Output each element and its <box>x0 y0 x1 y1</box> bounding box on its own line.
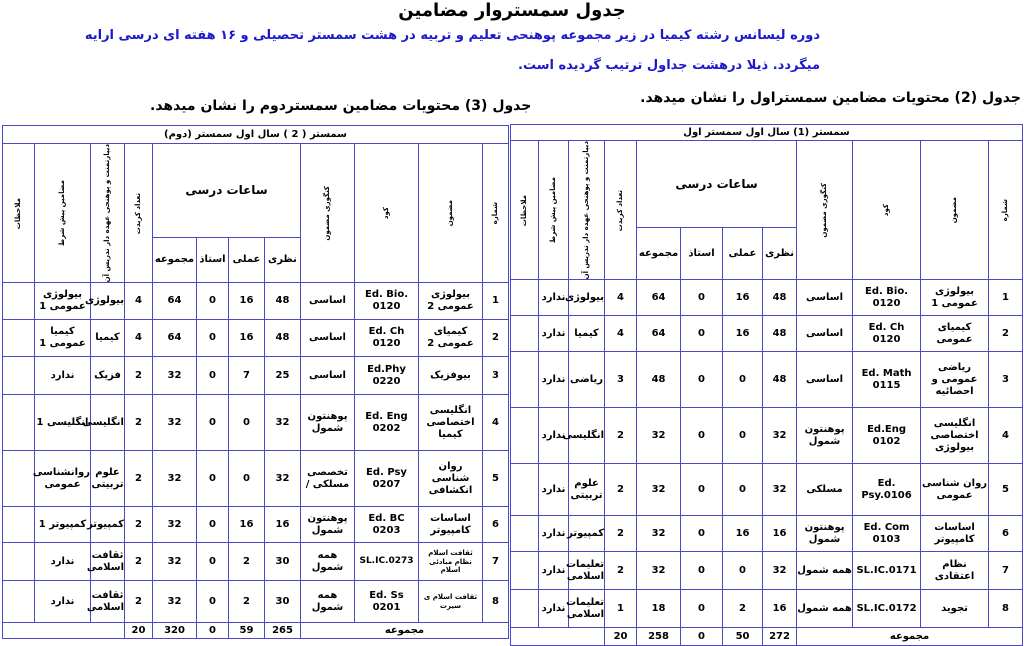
cell-total: 32 <box>153 507 197 543</box>
col-header-hours: ساعات درسی <box>637 141 797 228</box>
cell-theory: 16 <box>763 516 797 552</box>
cell-num: 1 <box>989 280 1023 316</box>
table-row <box>511 552 1023 590</box>
cell-credits: 3 <box>605 352 637 408</box>
col-header-hours: ساعات درسی <box>153 144 301 238</box>
cell-department: کمپیوتر <box>569 516 605 552</box>
table-row <box>3 451 509 507</box>
cell-notes <box>3 543 35 581</box>
col-header-total: مجموعه <box>153 238 197 283</box>
cell-department: انگلیسی <box>91 395 125 451</box>
cell-department: فزیک <box>91 357 125 395</box>
cell-code: SL.IC.0172 <box>853 590 921 628</box>
cell-category: اساسی <box>797 352 853 408</box>
col-header-credits: تعداد کریدت <box>605 141 637 280</box>
cell-total: 32 <box>153 395 197 451</box>
cell-credits: 2 <box>605 464 637 516</box>
cell-prerequisite: ندارد <box>539 464 569 516</box>
cell-total: 32 <box>153 357 197 395</box>
table-row <box>3 507 509 543</box>
cell-prerequisite: ندارد <box>539 516 569 552</box>
cell-num: 4 <box>483 395 509 451</box>
cell-master: 0 <box>681 516 723 552</box>
total-credits: 20 <box>605 628 637 646</box>
cell-practical: 16 <box>229 507 265 543</box>
cell-department: تعلیمات اسلامی <box>569 552 605 590</box>
cell-practical: 16 <box>229 320 265 357</box>
cell-subject: بیولوژی عمومی 2 <box>419 283 483 320</box>
cell-credits: 2 <box>605 552 637 590</box>
cell-practical: 16 <box>229 283 265 320</box>
cell-subject: ثقافت اسلام نظام مبادئی اسلام <box>419 543 483 581</box>
cell-theory: 32 <box>763 408 797 464</box>
cell-category: اساسی <box>301 320 355 357</box>
col-header-num: شماره <box>989 141 1023 280</box>
cell-total: 32 <box>637 516 681 552</box>
cell-notes <box>3 357 35 395</box>
col-header-subject: مضمون <box>921 141 989 280</box>
cell-prerequisite: ندارد <box>539 552 569 590</box>
cell-notes <box>511 516 539 552</box>
cell-category: تخصصی مسلکی / <box>301 451 355 507</box>
cell-num: 5 <box>483 451 509 507</box>
cell-department: علوم تربیتی <box>91 451 125 507</box>
cell-notes <box>511 552 539 590</box>
cell-notes <box>511 464 539 516</box>
cell-master: 0 <box>681 280 723 316</box>
cell-total: 32 <box>153 581 197 623</box>
semester-2-banner: سمستر ( 2 ) سال اول سمستر (دوم) <box>3 126 509 144</box>
cell-num: 2 <box>989 316 1023 352</box>
cell-master: 0 <box>681 408 723 464</box>
cell-prerequisite: کیمیا عمومی 1 <box>35 320 91 357</box>
cell-department: کمپیوتر <box>91 507 125 543</box>
cell-notes <box>511 408 539 464</box>
cell-master: 0 <box>681 464 723 516</box>
cell-total: 18 <box>637 590 681 628</box>
cell-notes <box>3 581 35 623</box>
cell-credits: 2 <box>605 408 637 464</box>
cell-prerequisite: روانشناسی عمومی <box>35 451 91 507</box>
col-header-code: کود <box>853 141 921 280</box>
total-practical: 50 <box>723 628 763 646</box>
col-header-theory: نظری <box>265 238 301 283</box>
intro-text-line1: دوره لیسانس رشته کیمیا در زیر مجموعه پوهنحی تعلیم و تربیه در هشت سمستر تحصیلی و ۱۶ هفته ای درسی ارایه <box>84 28 820 43</box>
cell-department: ثقافت اسلامی <box>91 581 125 623</box>
cell-prerequisite: بیولوژی عمومی 1 <box>35 283 91 320</box>
cell-num: 2 <box>483 320 509 357</box>
semester-2-table <box>2 125 509 639</box>
cell-category: مسلکی <box>797 464 853 516</box>
cell-department: انگلیسی <box>569 408 605 464</box>
cell-practical: 0 <box>229 395 265 451</box>
cell-theory: 48 <box>763 316 797 352</box>
cell-subject: بیولوژی عمومی 1 <box>921 280 989 316</box>
cell-code: Ed. Ss 0201 <box>355 581 419 623</box>
cell-prerequisite: ندارد <box>35 543 91 581</box>
cell-practical: 2 <box>723 590 763 628</box>
totals-empty <box>3 623 125 639</box>
cell-notes <box>511 352 539 408</box>
col-header-department: دیپارتمنت و پوهنحی عهده دار تدریس آن <box>91 144 125 283</box>
cell-credits: 4 <box>125 320 153 357</box>
cell-num: 5 <box>989 464 1023 516</box>
document-title: جدول سمستروار مضامین <box>398 0 626 21</box>
cell-prerequisite: ندارد <box>35 581 91 623</box>
totals-label: مجموعه <box>301 623 509 639</box>
cell-master: 0 <box>197 451 229 507</box>
cell-num: 8 <box>989 590 1023 628</box>
semester-1-table <box>510 124 1023 646</box>
table-row <box>511 316 1023 352</box>
cell-code: Ed. Math 0115 <box>853 352 921 408</box>
cell-code: Ed.Phy 0220 <box>355 357 419 395</box>
cell-code: Ed. BC 0203 <box>355 507 419 543</box>
cell-num: 4 <box>989 408 1023 464</box>
cell-theory: 32 <box>265 395 301 451</box>
col-header-notes: ملاحظات <box>3 144 35 283</box>
cell-master: 0 <box>197 395 229 451</box>
cell-department: علوم تربیتی <box>569 464 605 516</box>
cell-category: همه شمول <box>797 552 853 590</box>
cell-practical: 0 <box>723 408 763 464</box>
cell-practical: 0 <box>723 552 763 590</box>
cell-theory: 48 <box>763 352 797 408</box>
cell-practical: 16 <box>723 316 763 352</box>
cell-total: 64 <box>153 320 197 357</box>
cell-master: 0 <box>681 590 723 628</box>
col-header-code: کود <box>355 144 419 283</box>
col-header-department: دیپارتمنت و پوهنحی عهده دار تدریس آن <box>569 141 605 280</box>
cell-subject: روان شناسی عمومی <box>921 464 989 516</box>
cell-department: کیمیا <box>91 320 125 357</box>
cell-theory: 32 <box>763 464 797 516</box>
cell-total: 32 <box>637 464 681 516</box>
cell-category: اساسی <box>797 316 853 352</box>
cell-theory: 30 <box>265 581 301 623</box>
cell-prerequisite: انگلیسی 1 <box>35 395 91 451</box>
col-header-subject: مضمون <box>419 144 483 283</box>
cell-theory: 16 <box>265 507 301 543</box>
cell-subject: بیوفزیک <box>419 357 483 395</box>
cell-master: 0 <box>197 543 229 581</box>
cell-credits: 2 <box>125 357 153 395</box>
cell-practical: 0 <box>229 451 265 507</box>
cell-notes <box>511 590 539 628</box>
cell-master: 0 <box>681 552 723 590</box>
col-header-master: استاذ <box>197 238 229 283</box>
cell-prerequisite: ندارد <box>539 280 569 316</box>
cell-subject: کیمیای عمومی <box>921 316 989 352</box>
cell-master: 0 <box>197 283 229 320</box>
cell-master: 0 <box>681 316 723 352</box>
cell-code: Ed. Psy 0207 <box>355 451 419 507</box>
intro-text-line2: میگردد. ذیلا درهشت جداول ترتیب گردیده است. <box>518 58 820 73</box>
cell-category: همه شمول <box>301 581 355 623</box>
cell-total: 64 <box>637 316 681 352</box>
cell-notes <box>3 451 35 507</box>
col-header-prerequisite: مضامین پیش شرط <box>35 144 91 283</box>
cell-total: 32 <box>153 543 197 581</box>
total-total: 258 <box>637 628 681 646</box>
cell-notes <box>3 320 35 357</box>
cell-category: پوهنتون شمول <box>301 507 355 543</box>
col-header-category: کتگوری مضمون <box>301 144 355 283</box>
col-header-credits: تعداد کریدت <box>125 144 153 283</box>
cell-code: Ed. Com 0103 <box>853 516 921 552</box>
totals-row <box>511 628 1023 646</box>
cell-credits: 2 <box>605 516 637 552</box>
total-theory: 265 <box>265 623 301 639</box>
cell-total: 48 <box>637 352 681 408</box>
cell-credits: 2 <box>125 451 153 507</box>
cell-practical: 0 <box>723 464 763 516</box>
cell-credits: 2 <box>125 543 153 581</box>
cell-notes <box>511 280 539 316</box>
table-row <box>3 320 509 357</box>
cell-num: 7 <box>989 552 1023 590</box>
cell-total: 32 <box>637 552 681 590</box>
table-row <box>511 408 1023 464</box>
cell-total: 32 <box>153 451 197 507</box>
cell-department: تعلیمات اسلامی <box>569 590 605 628</box>
cell-category: اساسی <box>797 280 853 316</box>
cell-department: بیولوژی <box>91 283 125 320</box>
semester-1-banner: سمستر (1) سال اول سمستر اول <box>511 125 1023 141</box>
cell-prerequisite: ندارد <box>539 408 569 464</box>
cell-prerequisite: ندارد <box>539 352 569 408</box>
cell-theory: 30 <box>265 543 301 581</box>
cell-code: Ed. Bio. 0120 <box>355 283 419 320</box>
cell-prerequisite: ندارد <box>539 316 569 352</box>
cell-notes <box>511 316 539 352</box>
cell-num: 1 <box>483 283 509 320</box>
cell-master: 0 <box>197 581 229 623</box>
caption-semester-2: جدول (3) محتویات مضامین سمستردوم را نشان میدهد. <box>150 98 532 114</box>
cell-theory: 48 <box>265 283 301 320</box>
table-row <box>511 590 1023 628</box>
cell-code: Ed.Eng 0102 <box>853 408 921 464</box>
total-practical: 59 <box>229 623 265 639</box>
cell-practical: 2 <box>229 543 265 581</box>
cell-subject: ثقافت اسلام ی سیرت <box>419 581 483 623</box>
cell-prerequisite: ندارد <box>35 357 91 395</box>
table-row <box>3 543 509 581</box>
col-header-prerequisite: مضامین پیش شرط <box>539 141 569 280</box>
table-row <box>511 516 1023 552</box>
cell-theory: 48 <box>265 320 301 357</box>
table-row <box>3 283 509 320</box>
cell-code: SL.IC.0171 <box>853 552 921 590</box>
cell-notes <box>3 507 35 543</box>
cell-department: ثقافت اسلامی <box>91 543 125 581</box>
cell-code: Ed. Ch 0120 <box>355 320 419 357</box>
cell-credits: 4 <box>605 280 637 316</box>
cell-subject: روان شناسی انکشافی <box>419 451 483 507</box>
cell-theory: 32 <box>763 552 797 590</box>
cell-subject: نظام اعتقادی <box>921 552 989 590</box>
cell-notes <box>3 395 35 451</box>
cell-department: بیولوژی <box>569 280 605 316</box>
total-master: 0 <box>681 628 723 646</box>
cell-num: 6 <box>989 516 1023 552</box>
total-theory: 272 <box>763 628 797 646</box>
cell-theory: 16 <box>763 590 797 628</box>
totals-row <box>3 623 509 639</box>
cell-subject: انگلیسی اختصاصی بیولوژی <box>921 408 989 464</box>
table-row <box>3 357 509 395</box>
cell-subject: ریاضی عمومی و احصائیه <box>921 352 989 408</box>
cell-total: 64 <box>153 283 197 320</box>
cell-practical: 16 <box>723 280 763 316</box>
cell-subject: اساسات کامپیوتر <box>419 507 483 543</box>
cell-subject: تجوید <box>921 590 989 628</box>
table-row <box>511 280 1023 316</box>
cell-subject: کیمیای عمومی 2 <box>419 320 483 357</box>
cell-category: پوهنتون شمول <box>797 516 853 552</box>
cell-department: کیمیا <box>569 316 605 352</box>
caption-semester-1: جدول (2) محتویات مضامین سمستراول را نشان میدهد. <box>640 90 1021 106</box>
cell-category: همه شمول <box>301 543 355 581</box>
table-row <box>511 464 1023 516</box>
col-header-master: استاذ <box>681 228 723 280</box>
cell-total: 32 <box>637 408 681 464</box>
cell-num: 3 <box>989 352 1023 408</box>
cell-credits: 4 <box>605 316 637 352</box>
cell-master: 0 <box>197 357 229 395</box>
cell-credits: 2 <box>125 507 153 543</box>
cell-num: 8 <box>483 581 509 623</box>
cell-code: Ed. Ch 0120 <box>853 316 921 352</box>
cell-prerequisite: کمپیوتر 1 <box>35 507 91 543</box>
cell-code: SL.IC.0273 <box>355 543 419 581</box>
col-header-practical: عملی <box>723 228 763 280</box>
cell-code: Ed. Bio. 0120 <box>853 280 921 316</box>
cell-num: 3 <box>483 357 509 395</box>
total-credits: 20 <box>125 623 153 639</box>
cell-master: 0 <box>681 352 723 408</box>
cell-code: Ed. Eng 0202 <box>355 395 419 451</box>
col-header-practical: عملی <box>229 238 265 283</box>
cell-category: اساسی <box>301 283 355 320</box>
total-total: 320 <box>153 623 197 639</box>
cell-credits: 2 <box>125 395 153 451</box>
col-header-num: شماره <box>483 144 509 283</box>
cell-theory: 32 <box>265 451 301 507</box>
cell-category: پوهنتون شمول <box>301 395 355 451</box>
totals-empty <box>511 628 605 646</box>
cell-practical: 0 <box>723 352 763 408</box>
cell-master: 0 <box>197 507 229 543</box>
cell-category: اساسی <box>301 357 355 395</box>
cell-subject: اساسات کامپیوتر <box>921 516 989 552</box>
table-row <box>3 581 509 623</box>
cell-notes <box>3 283 35 320</box>
cell-practical: 16 <box>723 516 763 552</box>
cell-theory: 25 <box>265 357 301 395</box>
total-master: 0 <box>197 623 229 639</box>
col-header-notes: ملاحظات <box>511 141 539 280</box>
table-row <box>3 395 509 451</box>
cell-code: Ed. Psy.0106 <box>853 464 921 516</box>
cell-master: 0 <box>197 320 229 357</box>
col-header-category: کتگوری مضمون <box>797 141 853 280</box>
cell-category: همه شمول <box>797 590 853 628</box>
cell-practical: 7 <box>229 357 265 395</box>
cell-num: 6 <box>483 507 509 543</box>
cell-category: پوهنتون شمول <box>797 408 853 464</box>
cell-department: ریاضی <box>569 352 605 408</box>
cell-credits: 1 <box>605 590 637 628</box>
cell-subject: انگلیسی اختصاصی کیمیا <box>419 395 483 451</box>
cell-theory: 48 <box>763 280 797 316</box>
cell-total: 64 <box>637 280 681 316</box>
table-row <box>511 352 1023 408</box>
col-header-total: مجموعه <box>637 228 681 280</box>
totals-label: مجموعه <box>797 628 1023 646</box>
cell-num: 7 <box>483 543 509 581</box>
cell-credits: 4 <box>125 283 153 320</box>
cell-prerequisite: ندارد <box>539 590 569 628</box>
cell-credits: 2 <box>125 581 153 623</box>
cell-practical: 2 <box>229 581 265 623</box>
col-header-theory: نظری <box>763 228 797 280</box>
